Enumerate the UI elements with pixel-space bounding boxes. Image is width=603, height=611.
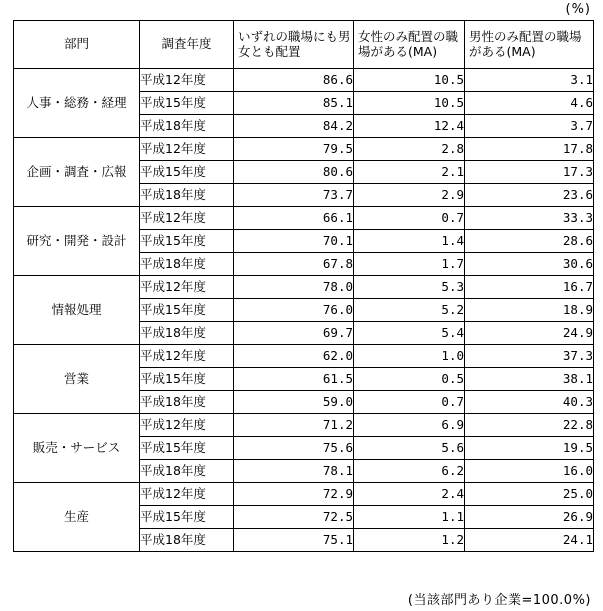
table-row (14, 138, 594, 161)
male-cell: 19.5 (465, 437, 594, 460)
table-row (14, 69, 594, 92)
male-cell: 3.7 (465, 115, 594, 138)
male-cell: 18.9 (465, 299, 594, 322)
female-cell: 5.3 (354, 276, 465, 299)
male-cell: 24.9 (465, 322, 594, 345)
male-cell: 3.1 (465, 69, 594, 92)
year-cell: 平成18年度 (140, 391, 234, 414)
male-cell: 28.6 (465, 230, 594, 253)
male-cell: 40.3 (465, 391, 594, 414)
dept-cell: 企画・調査・広報 (14, 138, 140, 207)
year-cell: 平成18年度 (140, 460, 234, 483)
female-cell: 1.2 (354, 529, 465, 552)
year-cell: 平成15年度 (140, 92, 234, 115)
both-cell: 78.1 (234, 460, 354, 483)
year-cell: 平成12年度 (140, 69, 234, 92)
female-cell: 5.4 (354, 322, 465, 345)
male-cell: 30.6 (465, 253, 594, 276)
female-cell: 1.4 (354, 230, 465, 253)
year-cell: 平成18年度 (140, 529, 234, 552)
male-cell: 38.1 (465, 368, 594, 391)
header-both: いずれの職場にも男女とも配置 (234, 21, 354, 69)
female-cell: 2.9 (354, 184, 465, 207)
female-cell: 2.1 (354, 161, 465, 184)
both-cell: 79.5 (234, 138, 354, 161)
placement-table (13, 20, 594, 552)
year-cell: 平成12年度 (140, 276, 234, 299)
both-cell: 70.1 (234, 230, 354, 253)
male-cell: 26.9 (465, 506, 594, 529)
header-year: 調査年度 (140, 21, 234, 69)
male-cell: 24.1 (465, 529, 594, 552)
both-cell: 71.2 (234, 414, 354, 437)
female-cell: 6.9 (354, 414, 465, 437)
both-cell: 72.5 (234, 506, 354, 529)
year-cell: 平成15年度 (140, 368, 234, 391)
female-cell: 2.8 (354, 138, 465, 161)
dept-cell: 研究・開発・設計 (14, 207, 140, 276)
both-cell: 69.7 (234, 322, 354, 345)
female-cell: 0.7 (354, 391, 465, 414)
male-cell: 23.6 (465, 184, 594, 207)
year-cell: 平成18年度 (140, 184, 234, 207)
both-cell: 75.1 (234, 529, 354, 552)
female-cell: 1.1 (354, 506, 465, 529)
male-cell: 33.3 (465, 207, 594, 230)
both-cell: 80.6 (234, 161, 354, 184)
year-cell: 平成15年度 (140, 506, 234, 529)
both-cell: 85.1 (234, 92, 354, 115)
table-row (14, 207, 594, 230)
both-cell: 66.1 (234, 207, 354, 230)
female-cell: 2.4 (354, 483, 465, 506)
table-header-row (14, 21, 594, 69)
both-cell: 59.0 (234, 391, 354, 414)
both-cell: 61.5 (234, 368, 354, 391)
year-cell: 平成15年度 (140, 161, 234, 184)
year-cell: 平成12年度 (140, 483, 234, 506)
table-row (14, 483, 594, 506)
male-cell: 22.8 (465, 414, 594, 437)
dept-cell: 人事・総務・経理 (14, 69, 140, 138)
both-cell: 84.2 (234, 115, 354, 138)
both-cell: 78.0 (234, 276, 354, 299)
both-cell: 73.7 (234, 184, 354, 207)
male-cell: 4.6 (465, 92, 594, 115)
dept-cell: 情報処理 (14, 276, 140, 345)
year-cell: 平成15年度 (140, 437, 234, 460)
unit-label: (%) (565, 2, 591, 17)
female-cell: 0.5 (354, 368, 465, 391)
male-cell: 16.0 (465, 460, 594, 483)
table-row (14, 276, 594, 299)
base-note: (当該部門あり企業=100.0%) (407, 593, 591, 608)
male-cell: 37.3 (465, 345, 594, 368)
dept-cell: 販売・サービス (14, 414, 140, 483)
both-cell: 67.8 (234, 253, 354, 276)
header-dept: 部門 (14, 21, 140, 69)
male-cell: 17.8 (465, 138, 594, 161)
year-cell: 平成12年度 (140, 414, 234, 437)
year-cell: 平成18年度 (140, 253, 234, 276)
male-cell: 17.3 (465, 161, 594, 184)
female-cell: 10.5 (354, 69, 465, 92)
year-cell: 平成12年度 (140, 207, 234, 230)
year-cell: 平成15年度 (140, 230, 234, 253)
female-cell: 10.5 (354, 92, 465, 115)
year-cell: 平成12年度 (140, 138, 234, 161)
female-cell: 1.7 (354, 253, 465, 276)
year-cell: 平成18年度 (140, 115, 234, 138)
female-cell: 12.4 (354, 115, 465, 138)
both-cell: 72.9 (234, 483, 354, 506)
male-cell: 25.0 (465, 483, 594, 506)
female-cell: 5.6 (354, 437, 465, 460)
both-cell: 86.6 (234, 69, 354, 92)
year-cell: 平成18年度 (140, 322, 234, 345)
both-cell: 76.0 (234, 299, 354, 322)
female-cell: 6.2 (354, 460, 465, 483)
header-female-only: 女性のみ配置の職場がある(MA) (354, 21, 465, 69)
dept-cell: 営業 (14, 345, 140, 414)
both-cell: 75.6 (234, 437, 354, 460)
table-body (14, 69, 594, 552)
year-cell: 平成12年度 (140, 345, 234, 368)
table-row (14, 414, 594, 437)
dept-cell: 生産 (14, 483, 140, 552)
both-cell: 62.0 (234, 345, 354, 368)
female-cell: 1.0 (354, 345, 465, 368)
female-cell: 5.2 (354, 299, 465, 322)
header-male-only: 男性のみ配置の職場がある(MA) (465, 21, 594, 69)
table-row (14, 345, 594, 368)
female-cell: 0.7 (354, 207, 465, 230)
male-cell: 16.7 (465, 276, 594, 299)
year-cell: 平成15年度 (140, 299, 234, 322)
